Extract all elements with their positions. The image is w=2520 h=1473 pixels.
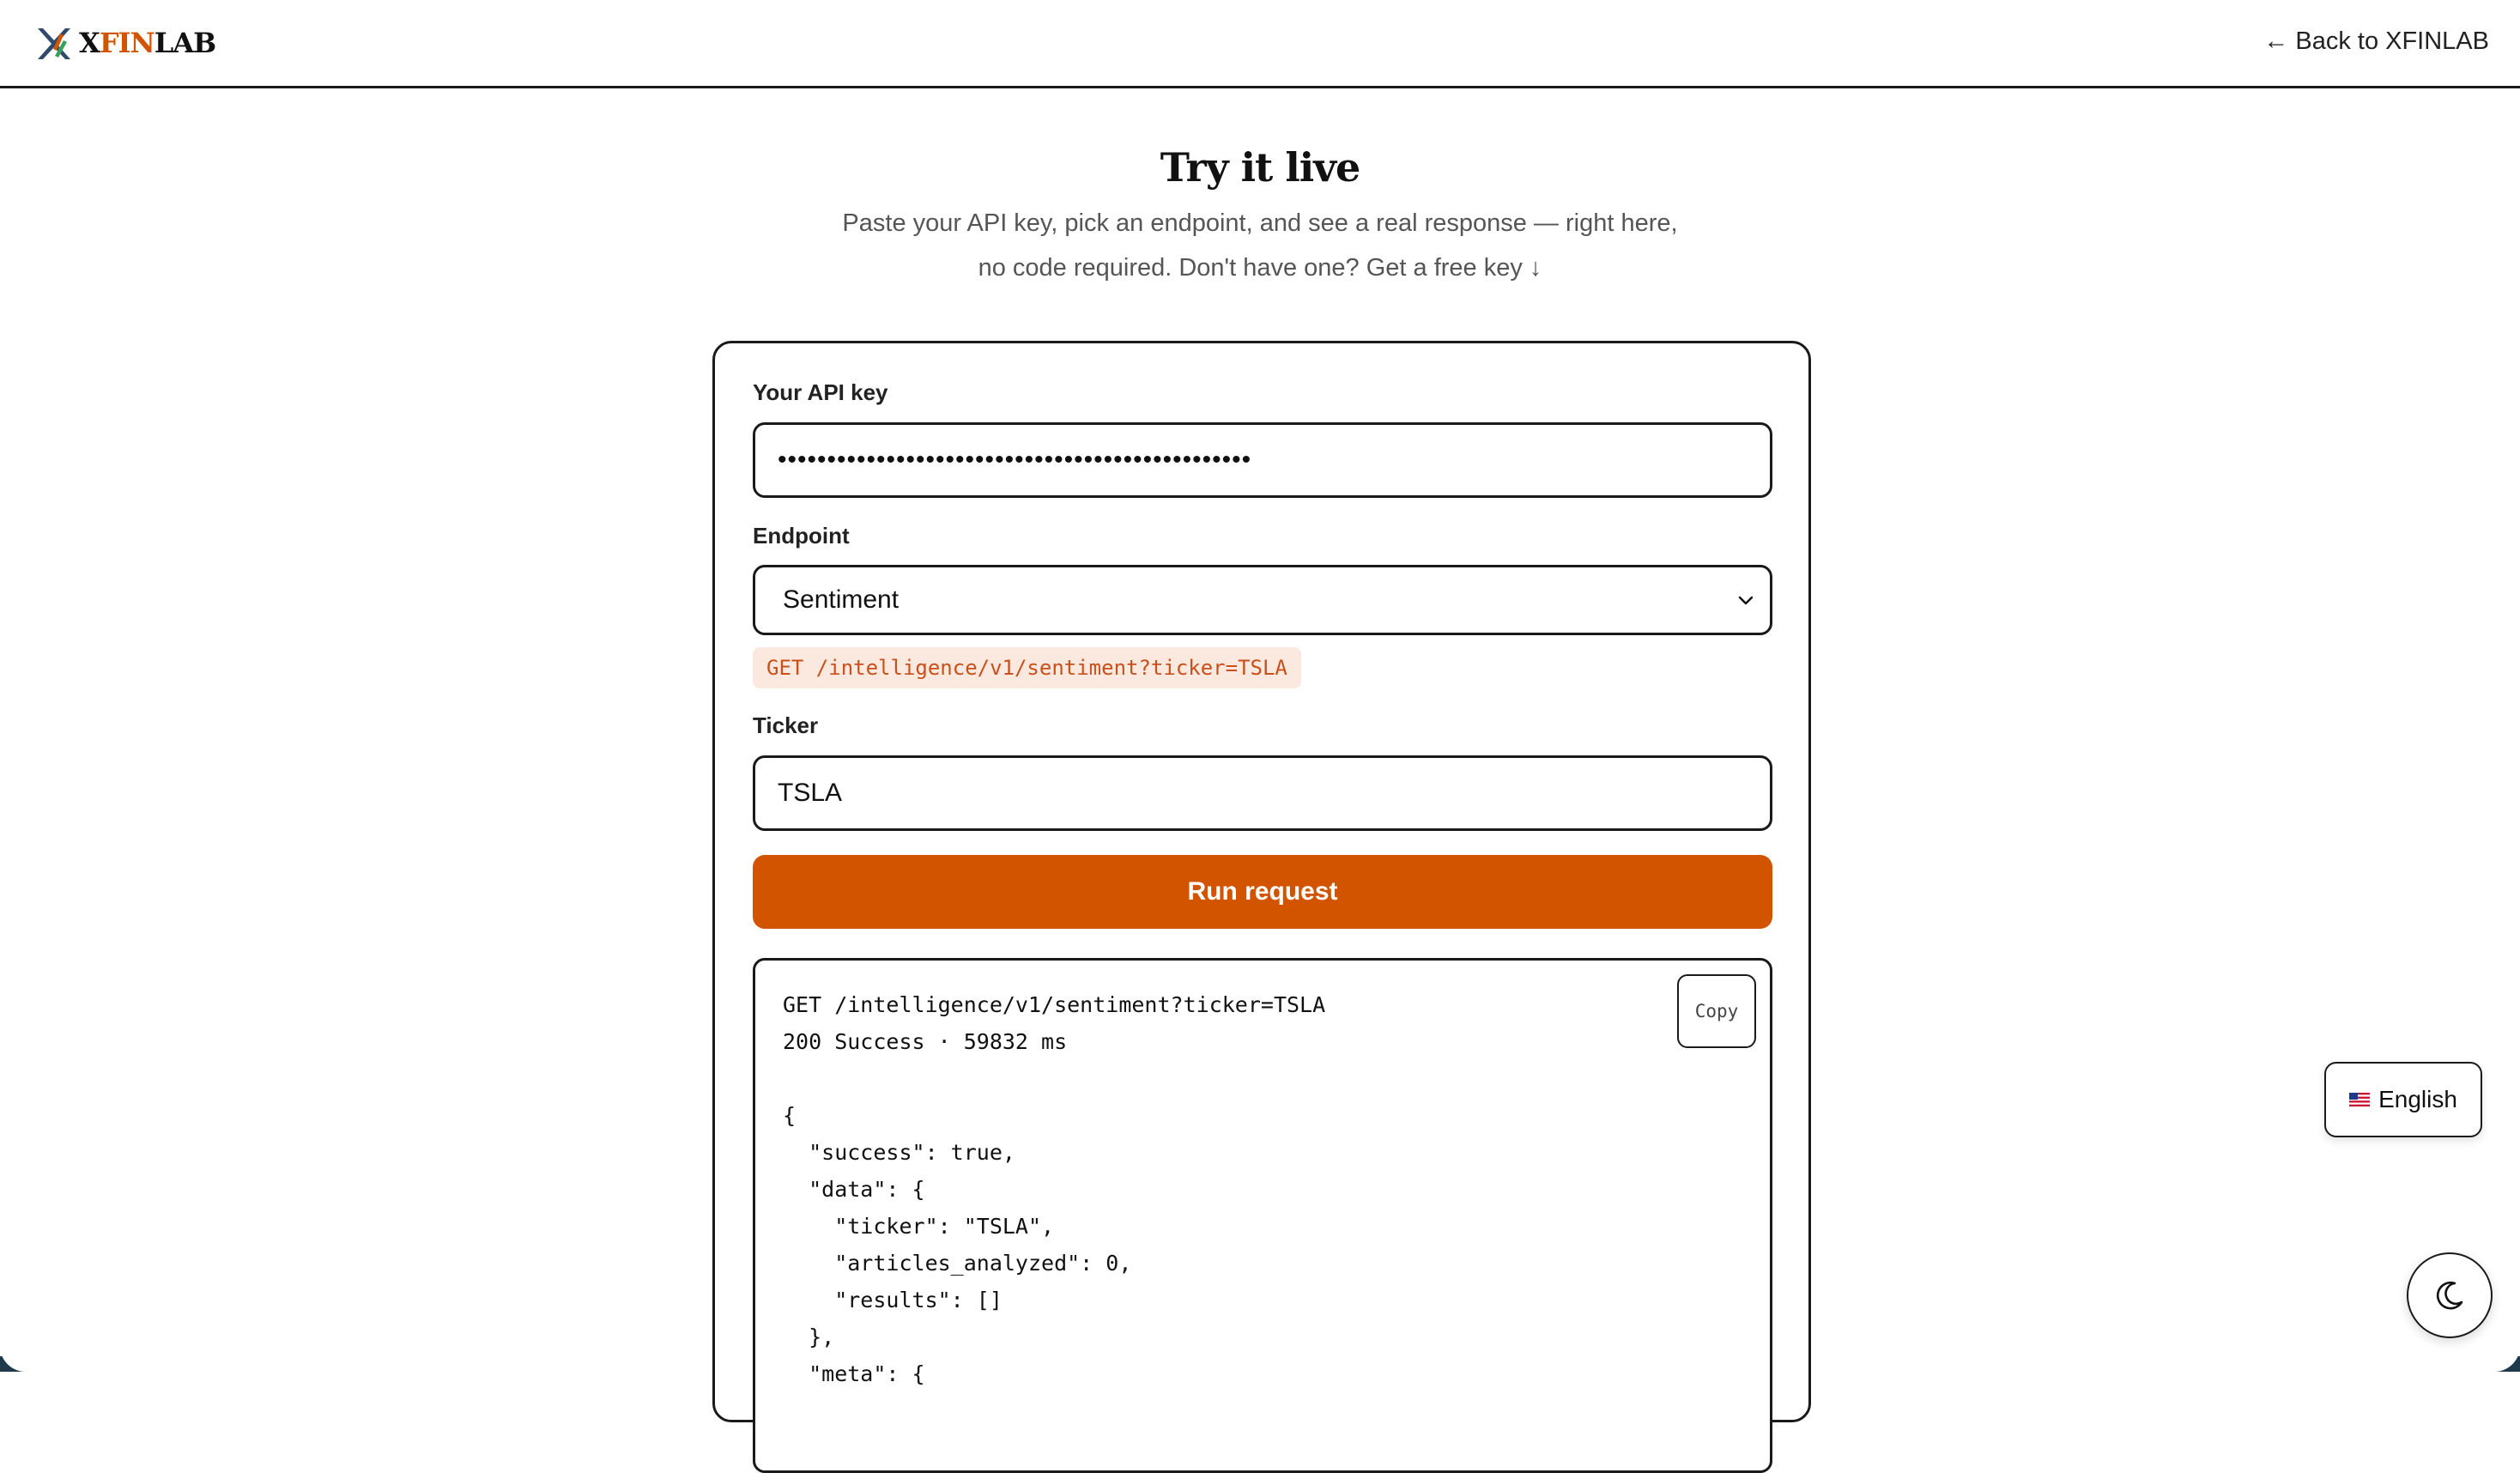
brand-wordmark: XFINLAB [79, 27, 216, 59]
brand-logo[interactable] [34, 21, 215, 65]
ticker-label: Ticker [753, 712, 819, 738]
page-title: Try it live [1160, 144, 1360, 191]
response-panel [753, 958, 1772, 1473]
run-request-button[interactable]: Run request [753, 855, 1772, 929]
top-nav [0, 0, 2520, 88]
theme-toggle-button[interactable] [2407, 1252, 2493, 1338]
chevron-down-icon [1736, 590, 1756, 610]
xfinlab-logo-icon [34, 23, 72, 63]
endpoint-label: Endpoint [753, 523, 850, 549]
language-label: English [2378, 1086, 2457, 1112]
copy-button[interactable]: Copy [1677, 974, 1756, 1048]
page-subtitle [788, 201, 1732, 290]
back-to-xfinlab-link[interactable]: ← Back to XFINLAB [2263, 27, 2489, 55]
language-switcher[interactable] [2324, 1062, 2482, 1137]
subtitle-line-1: Paste your API key, pick an endpoint, and see a real response — right here, [842, 209, 1678, 237]
moon-icon [2432, 1278, 2467, 1312]
api-key-value: •••••••••••••••••••••••••••••••••••••••••••••••• [778, 446, 1252, 474]
api-key-label: Your API key [753, 379, 888, 405]
ticker-input[interactable] [753, 755, 1772, 831]
subtitle-line-2[interactable]: no code required. Don't have one? Get a free key ↓ [978, 254, 1542, 282]
endpoint-select[interactable] [753, 565, 1772, 635]
endpoint-path-badge: GET /intelligence/v1/sentiment?ticker=TSLA [753, 647, 1301, 688]
try-it-card [712, 341, 1811, 1422]
endpoint-selected-value: Sentiment [783, 585, 900, 614]
us-flag-icon [2349, 1093, 2370, 1106]
ticker-value: TSLA [778, 779, 843, 807]
api-key-input[interactable] [753, 422, 1772, 498]
response-body: GET /intelligence/v1/sentiment?ticker=TSLA 200 Success · 59832 ms { "success": true, "data": { "ticker": "TSLA", "articles_analyzed": 0, "results": [] }, "meta": { [783, 992, 1326, 1386]
